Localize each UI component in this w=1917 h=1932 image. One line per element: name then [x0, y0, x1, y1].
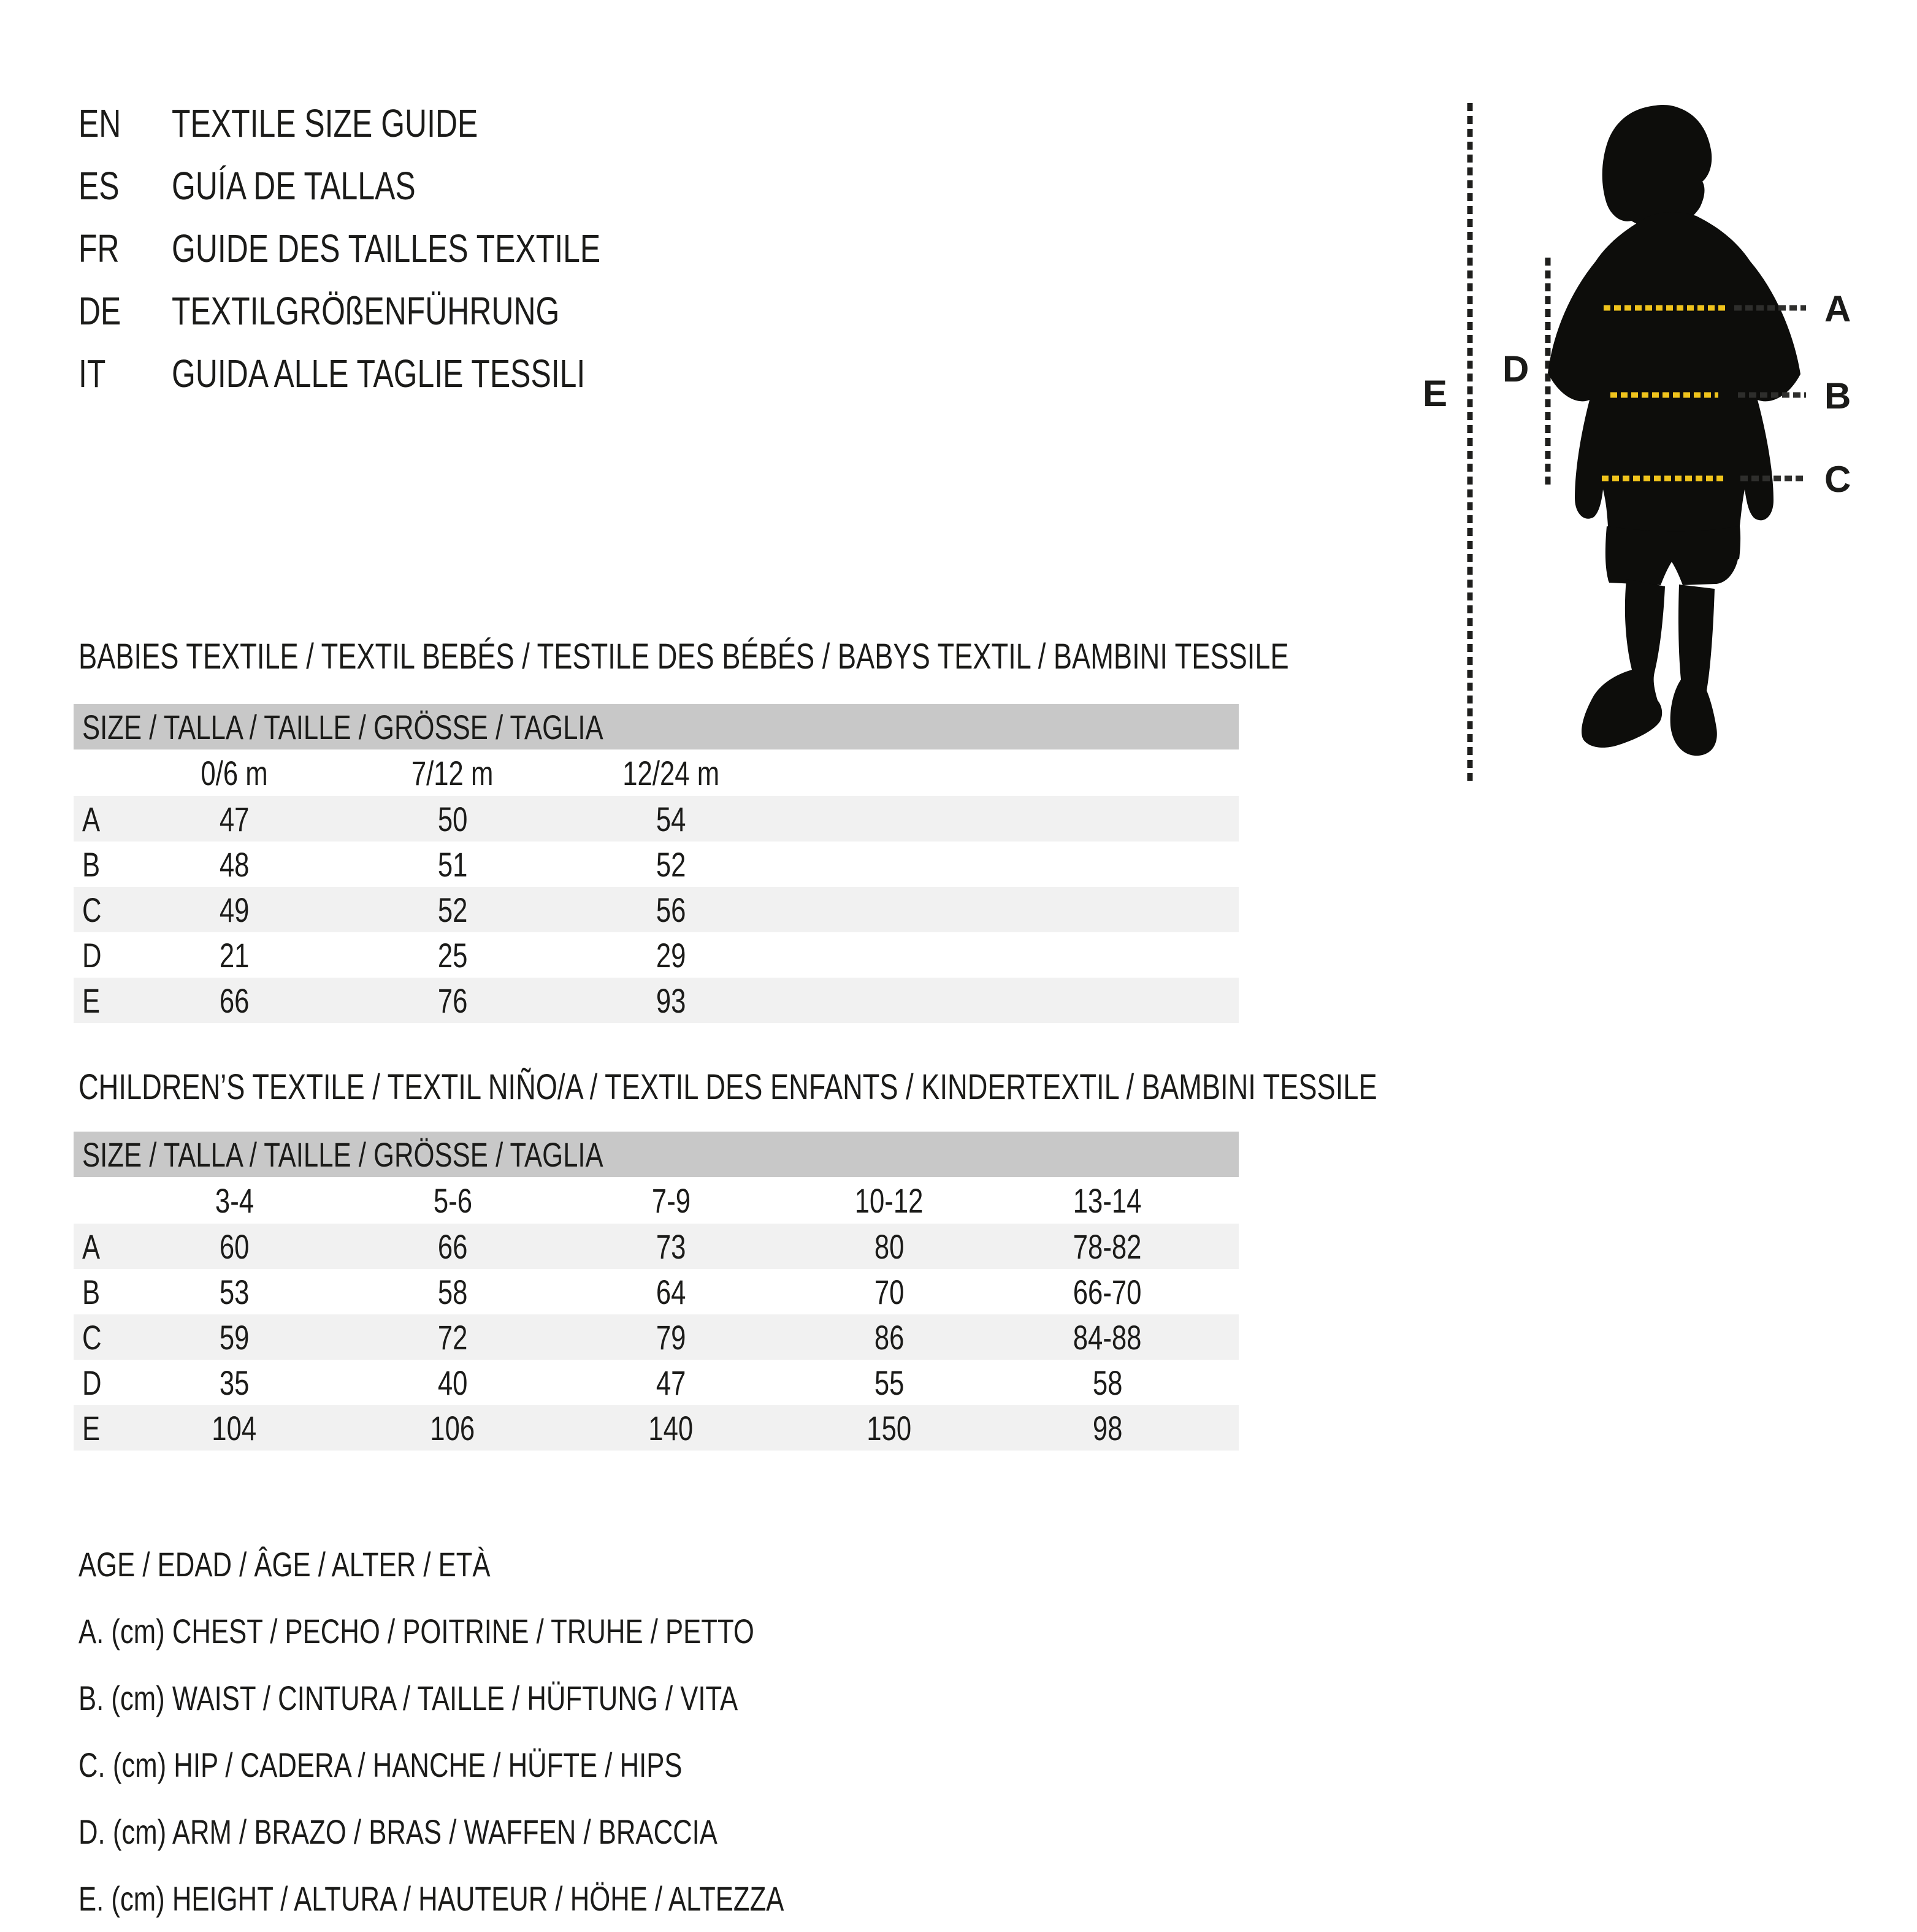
- legend-chest: A. (cm) CHEST / PECHO / POITRINE / TRUHE / PETTO: [78, 1612, 754, 1650]
- language-code-de: DE: [78, 289, 121, 333]
- children-cell-b-2: 64: [656, 1272, 686, 1311]
- children-cell-e-2: 140: [648, 1408, 694, 1447]
- babies-size-header-band: SIZE / TALLA / TAILLE / GRÖSSE / TAGLIA: [74, 704, 1239, 749]
- children-cell-b-1: 58: [437, 1272, 468, 1311]
- row-label-e: E: [82, 1408, 101, 1447]
- children-col-3-4: 3-4: [215, 1181, 254, 1220]
- children-cell-c-4: 84-88: [1073, 1317, 1142, 1357]
- babies-cell-d-2: 29: [656, 935, 686, 975]
- children-cell-a-4: 78-82: [1073, 1227, 1142, 1266]
- children-row-a: [74, 1224, 1239, 1269]
- children-cell-d-0: 35: [219, 1363, 250, 1402]
- figure-label-height: E: [1423, 373, 1448, 414]
- children-cell-d-2: 47: [656, 1363, 686, 1402]
- children-cell-a-0: 60: [219, 1227, 250, 1266]
- babies-cell-a-1: 50: [437, 799, 468, 838]
- children-col-7-9: 7-9: [651, 1181, 691, 1220]
- children-cell-c-1: 72: [437, 1317, 468, 1357]
- children-cell-c-3: 86: [874, 1317, 905, 1357]
- language-label-it: GUIDA ALLE TAGLIE TESSILI: [172, 351, 586, 396]
- children-column-headers: [74, 1177, 1239, 1224]
- row-label-d: D: [82, 935, 102, 975]
- babies-column-headers: [74, 749, 1239, 796]
- silhouette-shorts: [1605, 526, 1740, 585]
- language-code-fr: FR: [78, 226, 120, 270]
- babies-cell-d-1: 25: [437, 935, 468, 975]
- babies-cell-c-2: 56: [656, 890, 686, 929]
- children-cell-d-1: 40: [437, 1363, 468, 1402]
- language-row-es: [78, 155, 721, 217]
- children-row-d: [74, 1360, 1239, 1405]
- language-row-en: [78, 92, 721, 155]
- babies-cell-b-0: 48: [219, 845, 250, 884]
- row-label-c: C: [82, 890, 102, 929]
- children-cell-b-3: 70: [874, 1272, 905, 1311]
- babies-row-e: [74, 978, 1239, 1023]
- language-list: [78, 92, 721, 405]
- children-row-c: [74, 1314, 1239, 1360]
- children-cell-c-0: 59: [219, 1317, 250, 1357]
- children-cell-b-4: 66-70: [1073, 1272, 1142, 1311]
- children-cell-a-2: 73: [656, 1227, 686, 1266]
- row-label-c: C: [82, 1317, 102, 1357]
- children-cell-b-0: 53: [219, 1272, 250, 1311]
- babies-size-table: [74, 704, 1239, 1023]
- figure-label-waist: B: [1824, 375, 1851, 416]
- children-row-b: [74, 1269, 1239, 1314]
- children-cell-e-1: 106: [430, 1408, 475, 1447]
- legend-waist: B. (cm) WAIST / CINTURA / TAILLE / HÜFTUNG / VITA: [78, 1679, 738, 1717]
- measurement-figure: [1398, 55, 1917, 797]
- row-label-b: B: [82, 845, 101, 884]
- silhouette-head: [1602, 105, 1712, 229]
- babies-col-0-6m: 0/6 m: [201, 753, 268, 792]
- row-label-a: A: [82, 799, 101, 838]
- children-cell-e-0: 104: [212, 1408, 257, 1447]
- row-label-d: D: [82, 1363, 102, 1402]
- babies-row-b: [74, 841, 1239, 887]
- children-cell-e-4: 98: [1092, 1408, 1123, 1447]
- babies-cell-a-0: 47: [219, 799, 250, 838]
- babies-cell-c-0: 49: [219, 890, 250, 929]
- silhouette-right-leg: [1670, 585, 1717, 756]
- language-row-de: [78, 280, 721, 342]
- figure-label-hip: C: [1824, 459, 1851, 500]
- language-code-it: IT: [78, 351, 106, 396]
- children-size-header-band: SIZE / TALLA / TAILLE / GRÖSSE / TAGLIA: [74, 1132, 1239, 1177]
- measurement-legend: [78, 1531, 983, 1932]
- children-col-10-12: 10-12: [855, 1181, 924, 1220]
- legend-height: E. (cm) HEIGHT / ALTURA / HAUTEUR / HÖHE / ALTEZZA: [78, 1879, 784, 1918]
- row-label-e: E: [82, 981, 101, 1020]
- language-row-it: [78, 342, 721, 405]
- language-label-en: TEXTILE SIZE GUIDE: [172, 101, 478, 145]
- language-code-en: EN: [78, 101, 121, 145]
- babies-cell-b-1: 51: [437, 845, 468, 884]
- children-cell-a-3: 80: [874, 1227, 905, 1266]
- children-size-table: [74, 1132, 1239, 1451]
- children-cell-e-3: 150: [867, 1408, 912, 1447]
- babies-cell-c-1: 52: [437, 890, 468, 929]
- children-col-13-14: 13-14: [1073, 1181, 1142, 1220]
- children-cell-d-3: 55: [874, 1363, 905, 1402]
- babies-col-7-12m: 7/12 m: [411, 753, 494, 792]
- language-row-fr: [78, 217, 721, 280]
- babies-row-c: [74, 887, 1239, 932]
- babies-cell-e-2: 93: [656, 981, 686, 1020]
- children-cell-c-2: 79: [656, 1317, 686, 1357]
- language-label-de: TEXTILGRÖßENFÜHRUNG: [172, 289, 560, 333]
- children-cell-a-1: 66: [437, 1227, 468, 1266]
- babies-cell-b-2: 52: [656, 845, 686, 884]
- row-label-a: A: [82, 1227, 101, 1266]
- language-code-es: ES: [78, 164, 120, 208]
- children-row-e: [74, 1405, 1239, 1451]
- figure-label-arm: D: [1502, 348, 1529, 389]
- babies-cell-a-2: 54: [656, 799, 686, 838]
- babies-col-12-24m: 12/24 m: [622, 753, 719, 792]
- babies-cell-e-1: 76: [437, 981, 468, 1020]
- babies-cell-e-0: 66: [219, 981, 250, 1020]
- children-cell-d-4: 58: [1092, 1363, 1123, 1402]
- children-section-title: CHILDREN’S TEXTILE / TEXTIL NIÑO/A / TEXTIL DES ENFANTS / KINDERTEXTIL / BAMBINI TESSILE: [78, 1067, 1377, 1107]
- babies-section-title: BABIES TEXTILE / TEXTIL BEBÉS / TESTILE DES BÉBÉS / BABYS TEXTIL / BAMBINI TESSILE: [78, 636, 1289, 677]
- language-label-es: GUÍA DE TALLAS: [172, 164, 416, 208]
- legend-age: AGE / EDAD / ÂGE / ALTER / ETÀ: [78, 1545, 491, 1584]
- figure-label-chest: A: [1824, 288, 1851, 329]
- babies-row-a: [74, 796, 1239, 841]
- babies-row-d: [74, 932, 1239, 978]
- row-label-b: B: [82, 1272, 101, 1311]
- legend-hip: C. (cm) HIP / CADERA / HANCHE / HÜFTE / HIPS: [78, 1746, 683, 1784]
- babies-cell-d-0: 21: [219, 935, 250, 975]
- legend-arm: D. (cm) ARM / BRAZO / BRAS / WAFFEN / BRACCIA: [78, 1812, 717, 1851]
- children-col-5-6: 5-6: [433, 1181, 472, 1220]
- language-label-fr: GUIDE DES TAILLES TEXTILE: [172, 226, 601, 270]
